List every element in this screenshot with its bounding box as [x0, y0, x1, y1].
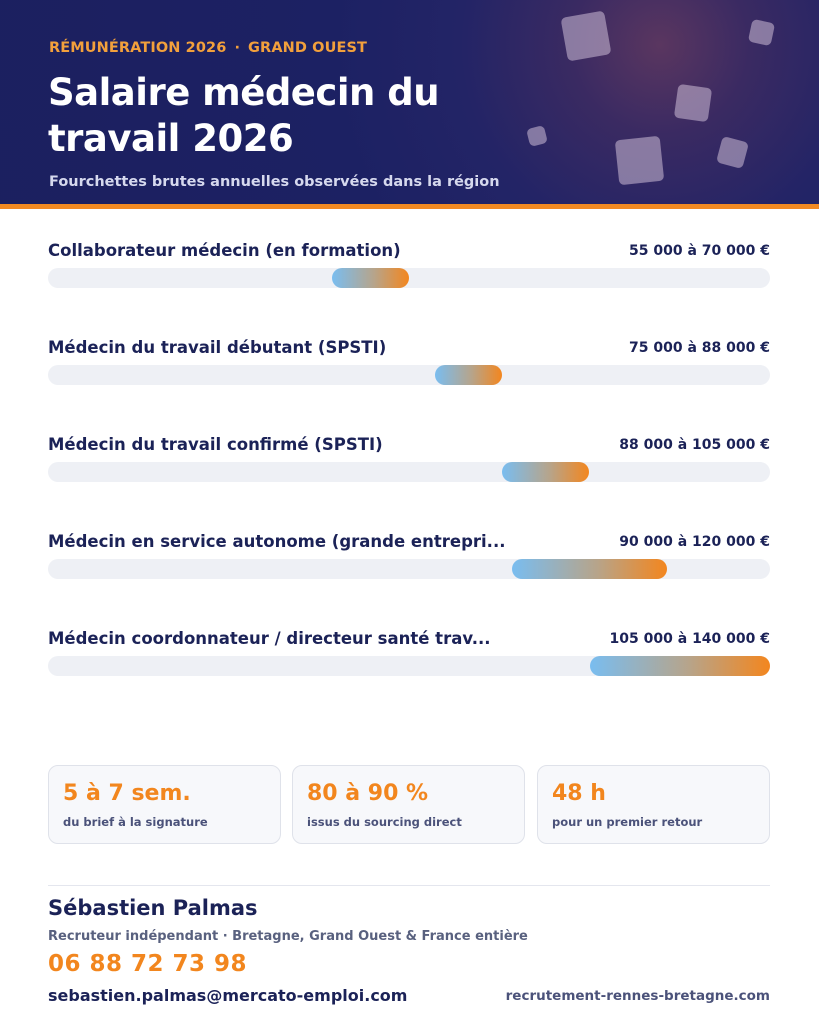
- salary-row-range: 55 000 à 70 000 €: [629, 243, 770, 259]
- eyebrow-region: GRAND OUEST: [248, 40, 367, 56]
- salary-bar-track: [48, 365, 770, 385]
- footer-divider: [48, 885, 770, 886]
- header-banner: [0, 0, 819, 204]
- salary-bar-track: [48, 656, 770, 676]
- stat-caption: du brief à la signature: [63, 815, 208, 829]
- decorative-square: [561, 11, 612, 62]
- decorative-square: [674, 84, 712, 122]
- salary-row-label: Collaborateur médecin (en formation): [48, 241, 401, 260]
- salary-row-label: Médecin du travail confirmé (SPSTI): [48, 435, 383, 454]
- salary-row-range: 88 000 à 105 000 €: [619, 437, 770, 453]
- salary-bar-track: [48, 268, 770, 288]
- stat-caption: pour un premier retour: [552, 815, 703, 829]
- salary-bar-track: [48, 559, 770, 579]
- stat-value: 48 h: [552, 781, 606, 806]
- salary-bar-fill: [435, 365, 502, 385]
- salary-row-label: Médecin du travail débutant (SPSTI): [48, 338, 387, 357]
- stat-value: 80 à 90 %: [307, 781, 429, 806]
- salary-bar-fill: [332, 268, 409, 288]
- eyebrow-category: RÉMUNÉRATION 2026: [49, 40, 227, 56]
- contact-role: Recruteur indépendant · Bretagne, Grand Ouest & France entière: [48, 929, 528, 944]
- stat-caption: issus du sourcing direct: [307, 815, 462, 829]
- salary-row: [48, 338, 770, 398]
- contact-email-link[interactable]: sebastien.palmas@mercato-emploi.com: [48, 986, 408, 1005]
- stat-card: [537, 765, 770, 844]
- eyebrow-separator: ·: [234, 40, 241, 56]
- salary-row: [48, 532, 770, 592]
- salary-row: [48, 435, 770, 495]
- salary-row-label: Médecin coordonnateur / directeur santé trav...: [48, 629, 491, 648]
- stat-card: [48, 765, 281, 844]
- decorative-square: [716, 136, 749, 169]
- salary-bar-track: [48, 462, 770, 482]
- contact-phone-link[interactable]: 06 88 72 73 98: [48, 951, 248, 977]
- salary-row-range: 105 000 à 140 000 €: [609, 631, 770, 647]
- contact-name: Sébastien Palmas: [48, 896, 258, 920]
- decorative-square: [615, 136, 664, 185]
- salary-bar-fill: [502, 462, 590, 482]
- salary-row-range: 75 000 à 88 000 €: [629, 340, 770, 356]
- salary-bar-fill: [590, 656, 771, 676]
- salary-bar-fill: [512, 559, 667, 579]
- salary-row-range: 90 000 à 120 000 €: [619, 534, 770, 550]
- decorative-square: [526, 125, 548, 147]
- salary-row-label: Médecin en service autonome (grande entrepri...: [48, 532, 506, 551]
- page-title: Salaire médecin du travail 2026: [48, 71, 440, 160]
- eyebrow: [49, 40, 367, 56]
- page-subtitle: Fourchettes brutes annuelles observées dans la région: [49, 174, 500, 190]
- salary-row: [48, 629, 770, 689]
- contact-website-link[interactable]: recrutement-rennes-bretagne.com: [505, 988, 770, 1004]
- decorative-square: [748, 19, 775, 46]
- stat-value: 5 à 7 sem.: [63, 781, 191, 806]
- salary-row: [48, 241, 770, 301]
- header-accent-line: [0, 204, 819, 209]
- stat-card: [292, 765, 525, 844]
